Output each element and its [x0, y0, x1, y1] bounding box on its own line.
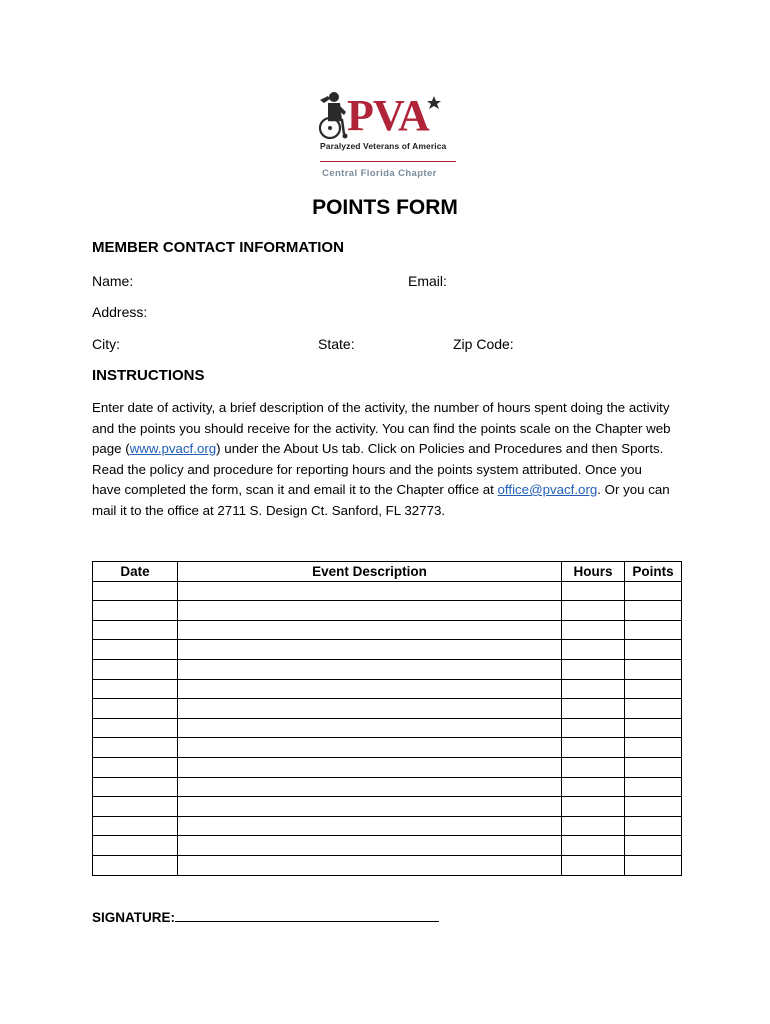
points-cell[interactable] — [625, 659, 682, 679]
points-cell[interactable] — [625, 699, 682, 719]
event-description-cell[interactable] — [178, 855, 562, 875]
instructions-text — [92, 398, 672, 521]
date-cell[interactable] — [93, 718, 178, 738]
points-cell[interactable] — [625, 718, 682, 738]
date-cell[interactable] — [93, 797, 178, 817]
points-cell[interactable] — [625, 601, 682, 621]
event-description-cell[interactable] — [178, 797, 562, 817]
signature-field — [92, 908, 439, 925]
points-column-header: Points — [625, 562, 682, 582]
event-description-cell[interactable] — [178, 581, 562, 601]
instructions-text-part: . Or you can mail it to the office at 2711 S. Design Ct. Sanford, FL 32773. — [92, 482, 670, 518]
date-cell[interactable] — [93, 757, 178, 777]
page-title: POINTS FORM — [312, 196, 458, 219]
points-cell[interactable] — [625, 581, 682, 601]
table-row — [93, 757, 682, 777]
hours-cell[interactable] — [562, 699, 625, 719]
table-row — [93, 855, 682, 875]
points-cell[interactable] — [625, 640, 682, 660]
points-cell[interactable] — [625, 757, 682, 777]
table-row — [93, 816, 682, 836]
hours-cell[interactable] — [562, 757, 625, 777]
hours-cell[interactable] — [562, 855, 625, 875]
table-header-row — [93, 562, 682, 582]
contact-heading: MEMBER CONTACT INFORMATION — [92, 239, 344, 256]
hours-cell[interactable] — [562, 738, 625, 758]
event-description-cell[interactable] — [178, 757, 562, 777]
table-body — [93, 581, 682, 875]
event-description-column-header: Event Description — [178, 562, 562, 582]
table-row — [93, 620, 682, 640]
pva-logo — [314, 90, 460, 182]
instructions-text-part: ) under the About Us tab. Click on Policies and Procedures and then Sports. Read the policy and procedure for reporting hours and the points system attributed. Once you have completed the form, scan it and email it to the Chapter office at — [92, 441, 664, 497]
table-row — [93, 836, 682, 856]
event-description-cell[interactable] — [178, 601, 562, 621]
hours-cell[interactable] — [562, 718, 625, 738]
table-row — [93, 601, 682, 621]
date-cell[interactable] — [93, 816, 178, 836]
table-row — [93, 659, 682, 679]
hours-cell[interactable] — [562, 581, 625, 601]
table-row — [93, 738, 682, 758]
hours-cell[interactable] — [562, 601, 625, 621]
date-cell[interactable] — [93, 601, 178, 621]
points-table — [92, 561, 682, 876]
date-cell[interactable] — [93, 777, 178, 797]
hours-column-header: Hours — [562, 562, 625, 582]
date-cell[interactable] — [93, 699, 178, 719]
logo-divider — [320, 161, 456, 162]
city-label: City: — [92, 336, 120, 352]
table-row — [93, 581, 682, 601]
points-cell[interactable] — [625, 620, 682, 640]
event-description-cell[interactable] — [178, 718, 562, 738]
date-cell[interactable] — [93, 659, 178, 679]
points-cell[interactable] — [625, 679, 682, 699]
event-description-cell[interactable] — [178, 640, 562, 660]
event-description-cell[interactable] — [178, 816, 562, 836]
event-description-cell[interactable] — [178, 620, 562, 640]
hours-cell[interactable] — [562, 816, 625, 836]
signature-line[interactable] — [175, 908, 439, 922]
hours-cell[interactable] — [562, 797, 625, 817]
table-row — [93, 699, 682, 719]
points-cell[interactable] — [625, 777, 682, 797]
instructions-heading: INSTRUCTIONS — [92, 367, 205, 384]
state-label: State: — [318, 336, 355, 352]
star-icon — [314, 90, 460, 140]
name-label: Name: — [92, 273, 134, 289]
points-cell[interactable] — [625, 816, 682, 836]
date-cell[interactable] — [93, 738, 178, 758]
organization-name: Paralyzed Veterans of America — [320, 141, 447, 151]
table-row — [93, 797, 682, 817]
pva-wordmark: PVA — [347, 91, 429, 140]
event-description-cell[interactable] — [178, 699, 562, 719]
table-row — [93, 640, 682, 660]
hours-cell[interactable] — [562, 620, 625, 640]
date-column-header: Date — [93, 562, 178, 582]
date-cell[interactable] — [93, 836, 178, 856]
event-description-cell[interactable] — [178, 738, 562, 758]
date-cell[interactable] — [93, 581, 178, 601]
event-description-cell[interactable] — [178, 836, 562, 856]
instructions-text-part: Enter date of activity, a brief description of the activity, the number of hours spent doing the activity and the points you should receive for the activity. You can find the points scale on the Chapter web page ( — [92, 400, 671, 456]
hours-cell[interactable] — [562, 640, 625, 660]
table-row — [93, 718, 682, 738]
event-description-cell[interactable] — [178, 679, 562, 699]
chapter-name: Central Florida Chapter — [322, 168, 437, 179]
points-cell[interactable] — [625, 836, 682, 856]
event-description-cell[interactable] — [178, 777, 562, 797]
table-row — [93, 679, 682, 699]
event-description-cell[interactable] — [178, 659, 562, 679]
points-cell[interactable] — [625, 797, 682, 817]
points-cell[interactable] — [625, 738, 682, 758]
hours-cell[interactable] — [562, 679, 625, 699]
website-link[interactable]: www.pvacf.org — [129, 441, 217, 456]
hours-cell[interactable] — [562, 777, 625, 797]
hours-cell[interactable] — [562, 659, 625, 679]
email-label: Email: — [408, 273, 447, 289]
table-row — [93, 777, 682, 797]
address-label: Address: — [92, 304, 148, 320]
date-cell[interactable] — [93, 855, 178, 875]
date-cell[interactable] — [93, 620, 178, 640]
signature-label: SIGNATURE: — [92, 910, 175, 925]
email-link[interactable]: office@pvacf.org — [497, 482, 598, 497]
hours-cell[interactable] — [562, 836, 625, 856]
date-cell[interactable] — [93, 679, 178, 699]
zip-code-label: Zip Code: — [453, 336, 514, 352]
date-cell[interactable] — [93, 640, 178, 660]
points-cell[interactable] — [625, 855, 682, 875]
